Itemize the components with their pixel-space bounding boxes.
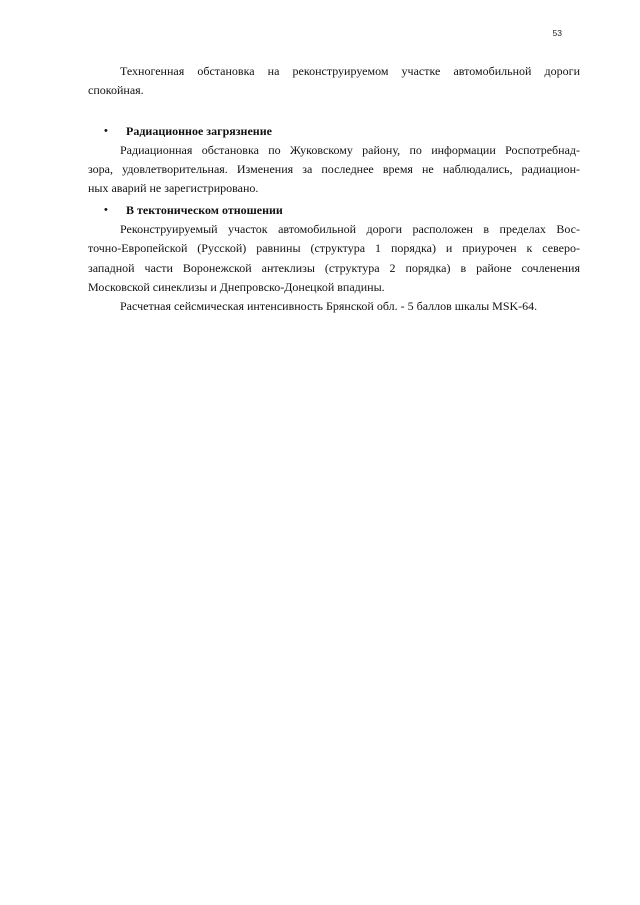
blank-line xyxy=(88,101,580,120)
heading-text: Радиационное загрязнение xyxy=(126,123,272,138)
text-line: Радиационная обстановка по Жуковскому району, по информации Роспотребнад- xyxy=(120,142,580,157)
page-content xyxy=(88,62,580,317)
paragraph-tectonic xyxy=(88,220,580,297)
paragraph-technogenic xyxy=(88,62,580,101)
bullet-icon: • xyxy=(104,124,108,137)
text-line: спокойная. xyxy=(88,83,144,98)
bullet-icon: • xyxy=(104,203,108,216)
section-heading-radiation xyxy=(88,122,580,141)
page-number: 53 xyxy=(552,28,562,38)
text-line: Техногенная обстановка на реконструируемом участке автомобильной дороги xyxy=(120,64,580,78)
paragraph-radiation xyxy=(88,141,580,199)
text-line: западной части Воронежской антеклизы (структура 2 порядка) в районе сочленения xyxy=(88,260,580,275)
text-line: точно-Европейской (Русской) равнины (структура 1 порядка) и приурочен к северо- xyxy=(88,241,580,256)
section-heading-tectonic xyxy=(88,201,580,220)
text-line: ных аварий не зарегистрировано. xyxy=(88,181,259,196)
text-line: Московской синеклизы и Днепровско-Донецкой впадины. xyxy=(88,279,385,294)
text-line: Расчетная сейсмическая интенсивность Брянской обл. - 5 баллов шкалы MSK-64. xyxy=(120,299,538,314)
paragraph-seismic xyxy=(88,297,580,316)
text-line: Реконструируемый участок автомобильной дороги расположен в пределах Вос- xyxy=(120,222,580,237)
text-line: зора, удовлетворительная. Изменения за последнее время не наблюдались, радиацион- xyxy=(88,162,580,177)
heading-text: В тектоническом отношении xyxy=(126,202,283,217)
